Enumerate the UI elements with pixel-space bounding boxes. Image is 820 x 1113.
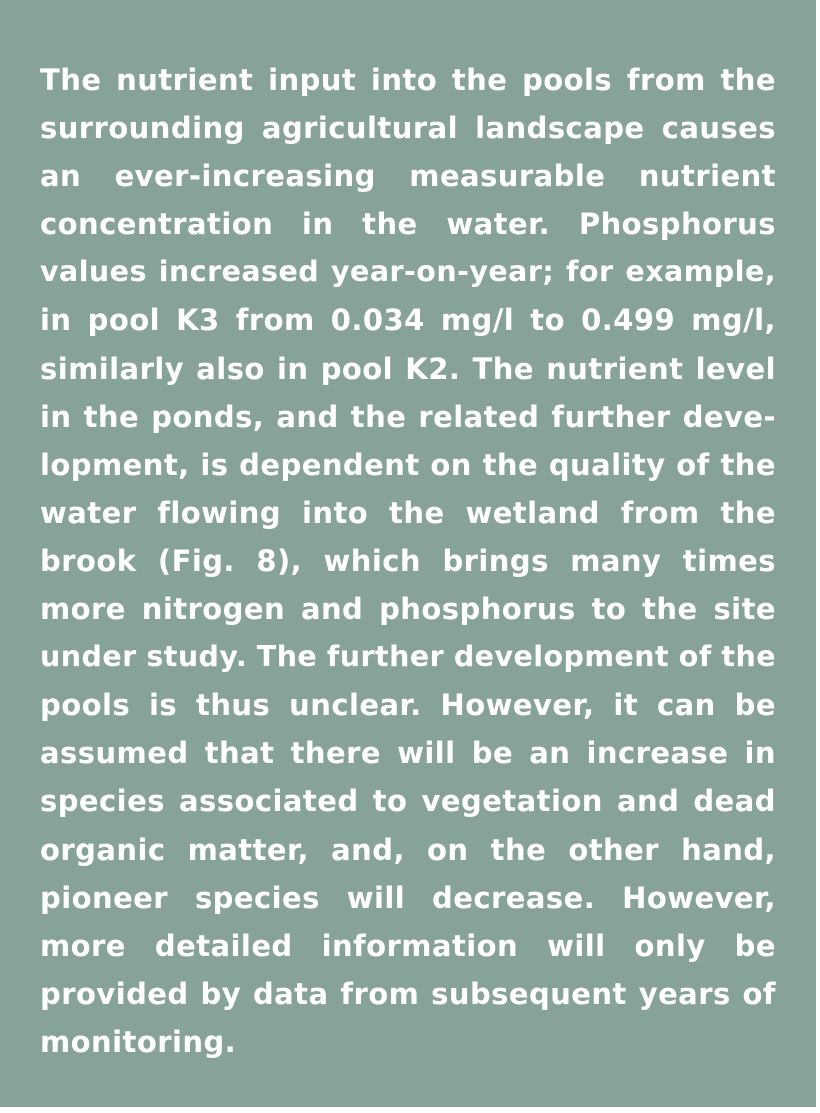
paragraph-line: concentration in the water. Phosphorus xyxy=(40,207,776,242)
paragraph-line: assumed that there will be an increase in xyxy=(40,736,776,771)
paragraph-line: provided by data from subsequent years of xyxy=(40,976,776,1011)
paragraph-line: lopment, is dependent on the quality of the xyxy=(40,447,776,482)
paragraph-line: similarly also in pool K2. The nutrient level xyxy=(40,351,776,386)
paragraph-line: more nitrogen and phosphorus to the site xyxy=(40,592,776,627)
paragraph-line: an ever-increasing measurable nutrient xyxy=(40,159,776,194)
paragraph-line: organic matter, and, on the other hand, xyxy=(40,832,776,867)
paragraph-line: pools is thus unclear. However, it can be xyxy=(40,688,776,723)
paragraph-line: values increased year-on-year; for example, xyxy=(40,255,776,289)
paragraph-line: brook (Fig. 8), which brings many times xyxy=(40,543,776,578)
paragraph-line: monitoring. xyxy=(40,1024,237,1059)
paragraph-line: water flowing into the wetland from the xyxy=(40,495,776,530)
paragraph-line: more detailed information will only be xyxy=(40,928,776,963)
paragraph-line: under study. The further development of the xyxy=(40,640,776,674)
paragraph-line: pioneer species will decrease. However, xyxy=(40,880,776,915)
paragraph-line: The nutrient input into the pools from the xyxy=(40,63,776,97)
body-paragraph xyxy=(40,56,776,1066)
paragraph-line: in the ponds, and the related further deve- xyxy=(40,399,776,434)
paragraph-line: in pool K3 from 0.034 mg/l to 0.499 mg/l, xyxy=(40,303,776,338)
paragraph-line: surrounding agricultural landscape causes xyxy=(40,111,776,146)
paragraph-line: species associated to vegetation and dead xyxy=(40,784,776,819)
